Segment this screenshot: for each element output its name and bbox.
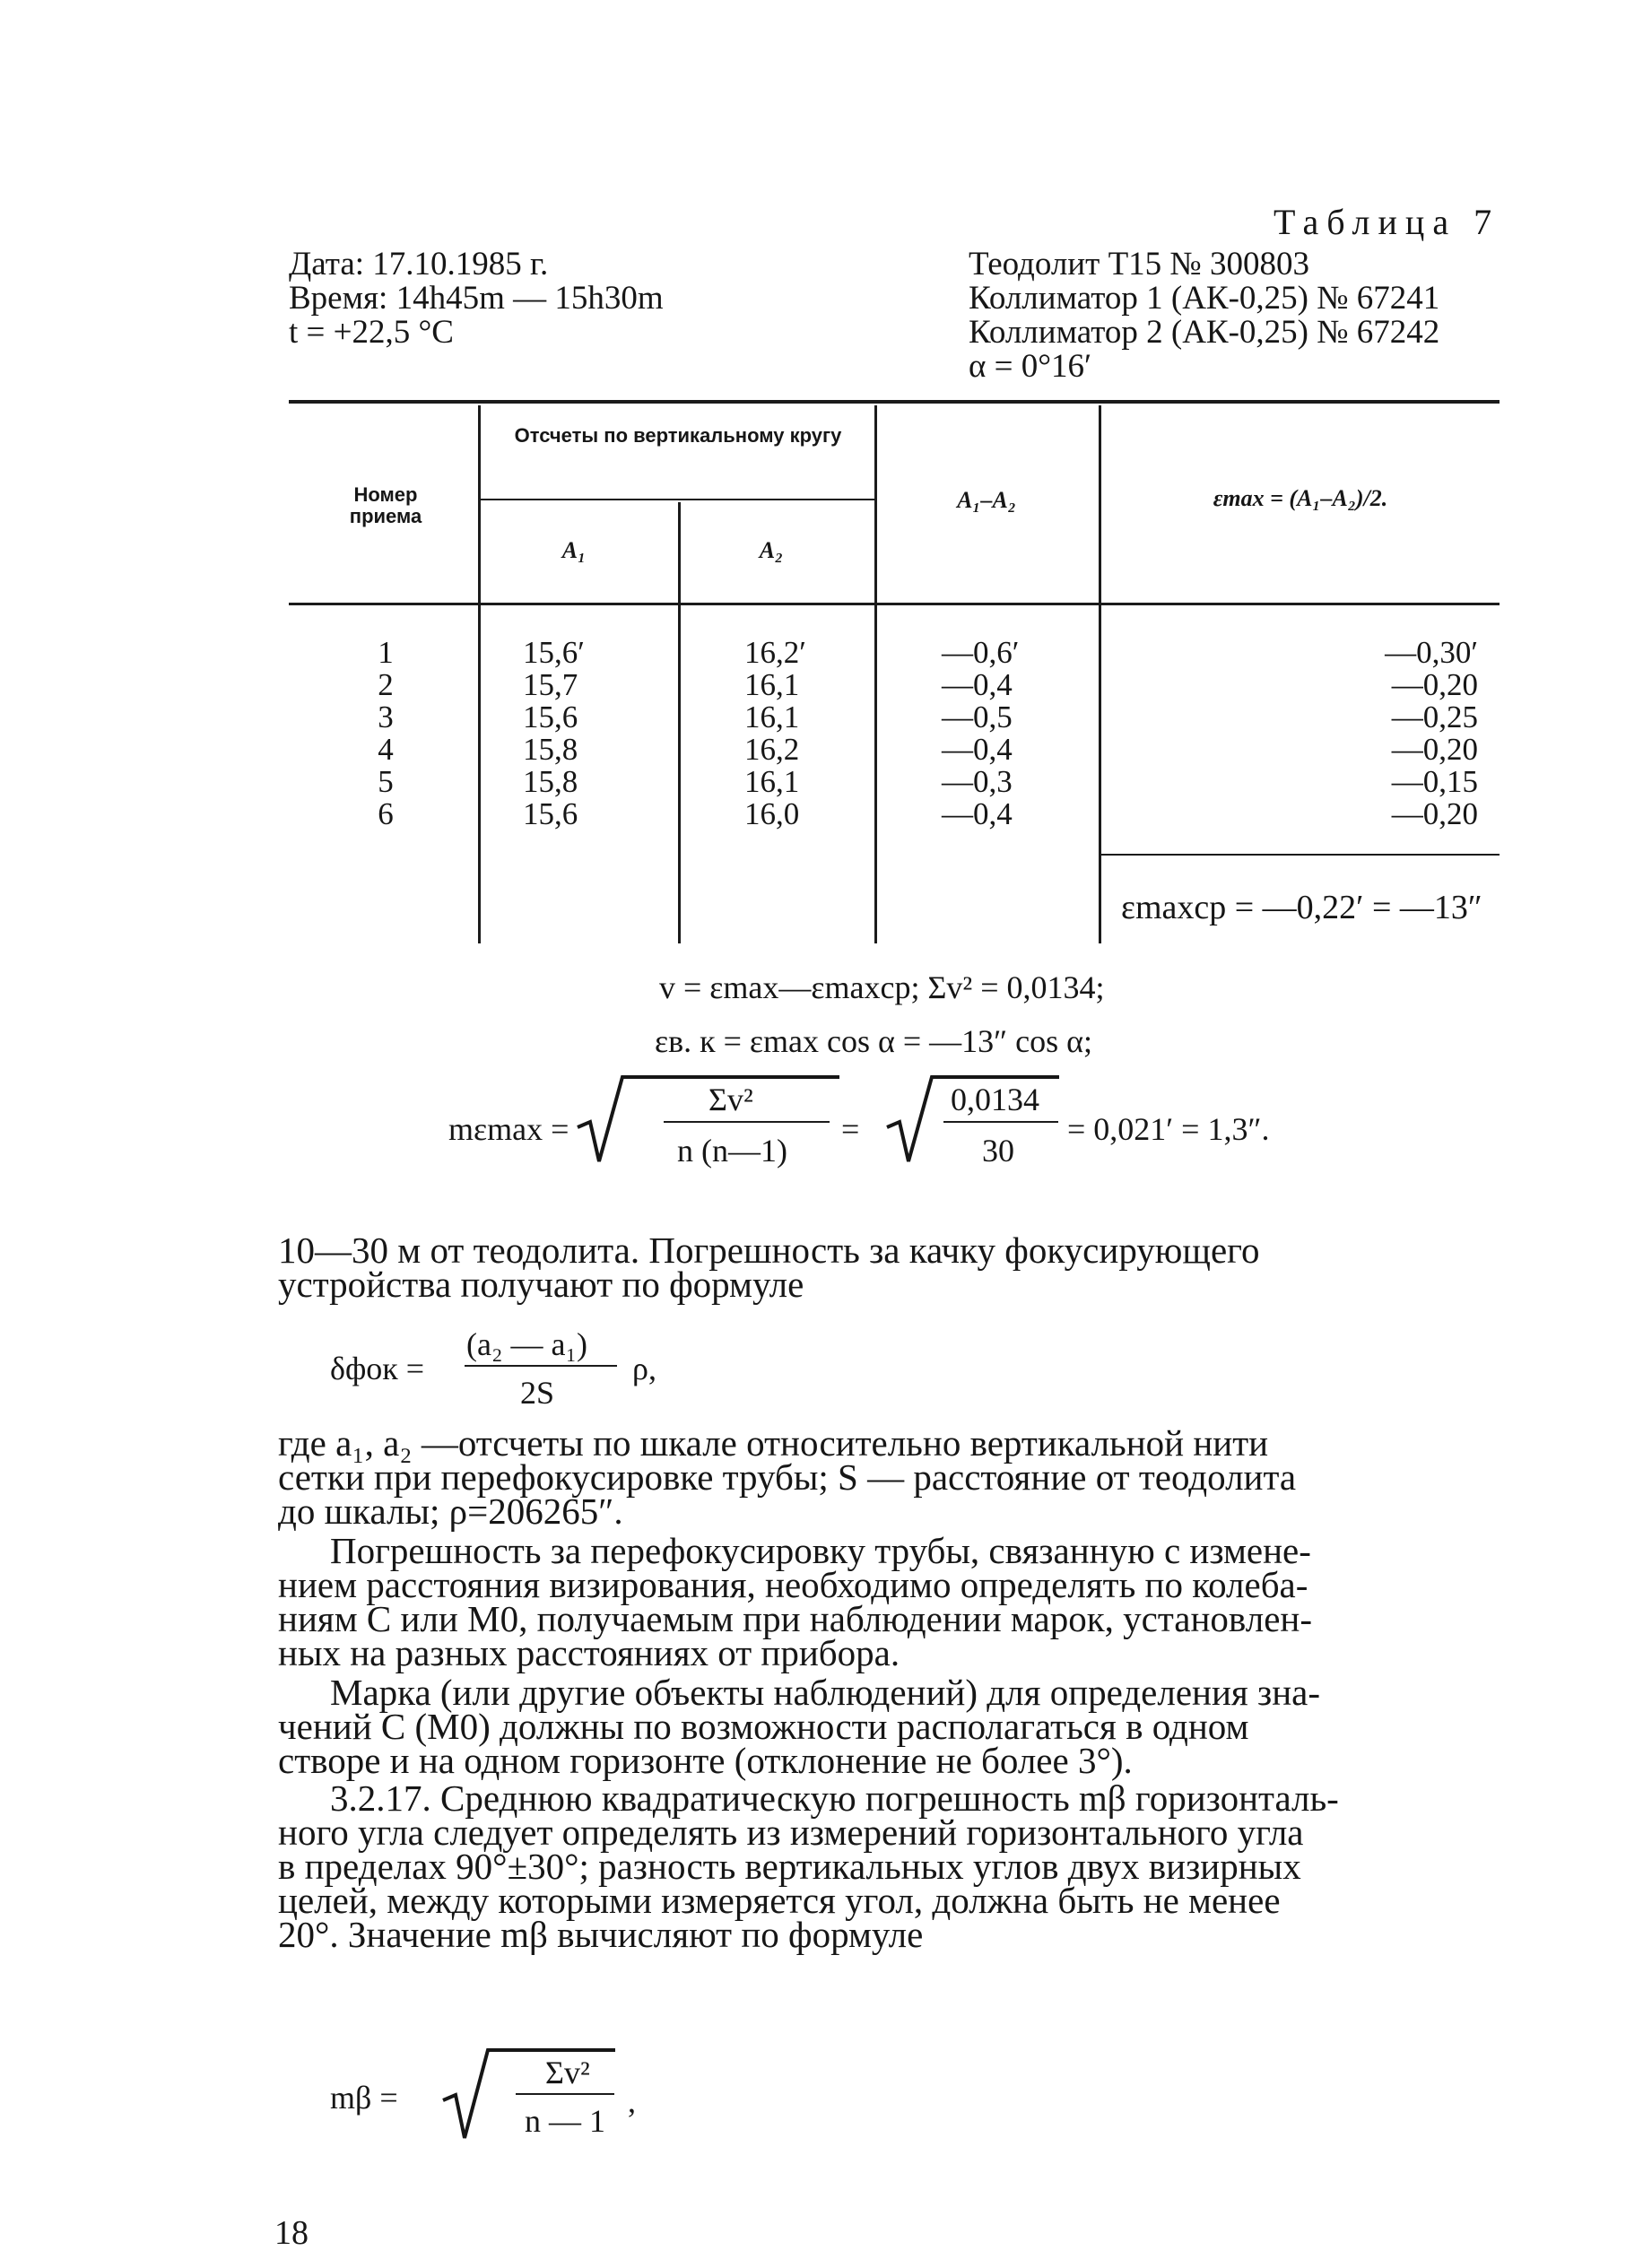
subheader-rule [481, 499, 875, 500]
column-diff [942, 637, 1019, 830]
text-line: целей, между которыми измеряется угол, должна быть не менее [278, 1880, 1281, 1921]
header-readings: Отсчеты по вертикальному кругу [514, 424, 842, 447]
table-cell: —0,5 [942, 700, 1013, 734]
col-divider-3 [874, 405, 877, 943]
text-line: 10—30 м от теодолита. Погрешность за качку фокусирующего [278, 1230, 1260, 1271]
m-beta-label: mβ = [330, 2080, 398, 2116]
time-line: Время: 14h45m — 15h30m [289, 280, 664, 317]
column-a2 [744, 637, 806, 830]
text-line: 3.2.17. Среднюю квадратическую погрешность mβ горизонталь- [330, 1777, 1339, 1819]
instrument-info [969, 248, 1439, 384]
table-top-rule [289, 400, 1500, 404]
table-cell: —0,4 [942, 732, 1013, 767]
table-cell: 5 [378, 764, 394, 799]
header-a1: A₁ [561, 537, 587, 563]
col-divider-4 [1099, 405, 1101, 943]
m-eps-result: = 0,021′ = 1,3″. [1067, 1111, 1270, 1147]
table-cell: —0,6′ [942, 635, 1020, 670]
column-eps [1272, 637, 1478, 830]
table-cell: 16,1 [744, 700, 800, 734]
text-line: Марка (или другие объекты наблюдений) для определения зна- [330, 1672, 1320, 1713]
header-a2: A₂ [759, 537, 784, 563]
text-line: чений C (M0) должны по возможности располагаться в одном [278, 1706, 1249, 1747]
measurement-info [289, 248, 664, 350]
delta-fraction-bar [465, 1365, 617, 1367]
table-cell: 15,6 [523, 796, 578, 831]
temperature-line: t = +22,5 °C [289, 314, 454, 351]
col-divider-1 [478, 405, 481, 943]
m-eps-numerator: Σv² [708, 1082, 753, 1117]
paragraph-4 [278, 1672, 1534, 1781]
table-cell: 6 [378, 796, 394, 831]
formula-v: v = εmax—εmaxср; Σv² = 0,0134; [659, 969, 1105, 1005]
table-cell: —0,20 [1391, 796, 1478, 831]
col-divider-2 [678, 502, 681, 943]
table-cell: 16,0 [744, 796, 800, 831]
paragraph-1 [278, 1230, 1534, 1305]
column-number [359, 637, 413, 830]
text-line: сетки при перефокусировке трубы; S — расстояние от теодолита [278, 1456, 1297, 1498]
table-cell: 16,1 [744, 764, 800, 799]
table-cell: 16,2′ [744, 635, 806, 670]
collimator2-line: Коллиматор 2 (АК-0,25) № 67242 [969, 314, 1440, 351]
m-beta-fraction-bar [516, 2093, 614, 2095]
m-beta-numerator: Σv² [545, 2055, 590, 2090]
text-line: где a₁, a₂ —отсчеты по шкале относительно вертикальной нити [278, 1422, 1269, 1464]
text-line: Погрешность за перефокусировку трубы, связанную с измене- [330, 1530, 1311, 1571]
table-cell: —0,3 [942, 764, 1013, 799]
text-line: устройства получают по формуле [278, 1264, 804, 1305]
text-line: нием расстояния визирования, необходимо определять по колеба- [278, 1564, 1308, 1605]
m-eps-fraction-bar [664, 1121, 830, 1123]
collimator1-line: Коллиматор 1 (АК-0,25) № 67241 [969, 280, 1440, 317]
table-cell: —0,4 [942, 667, 1013, 702]
date-line: Дата: 17.10.1985 г. [289, 246, 549, 282]
header-eps: εmax = (A₁–A₂)/2. [1213, 485, 1388, 511]
alpha-line: α = 0°16′ [969, 348, 1092, 385]
table-cell: 2 [378, 667, 394, 702]
delta-rho: ρ, [632, 1351, 656, 1386]
text-line: створе и на одном горизонте (отклонение не более 3°). [278, 1740, 1133, 1781]
table-cell: 15,6′ [523, 635, 585, 670]
paragraph-2 [278, 1422, 1534, 1532]
text-line: ного угла следует определять из измерений горизонтального угла [278, 1812, 1304, 1853]
table-cell: —0,25 [1391, 700, 1478, 734]
delta-denominator: 2S [520, 1375, 555, 1411]
m-beta-comma: , [628, 2083, 636, 2119]
m-eps-equals: = [841, 1111, 860, 1147]
m-beta-denominator: n — 1 [525, 2103, 605, 2139]
text-line: 20°. Значение mβ вычисляют по формуле [278, 1914, 924, 1955]
paragraph-5 [278, 1777, 1534, 1955]
table-cell: —0,30′ [1385, 635, 1478, 670]
delta-label: δфок = [330, 1351, 425, 1386]
header-bottom-rule [289, 603, 1500, 605]
column-a1 [523, 637, 585, 830]
table-cell: 15,8 [523, 764, 578, 799]
table-cell: 15,8 [523, 732, 578, 767]
theodolite-line: Теодолит Т15 № 300803 [969, 246, 1309, 282]
table-caption: Таблица 7 [1274, 202, 1500, 242]
table-cell: 16,2 [744, 732, 800, 767]
eps-mean-value: εmaxср = —0,22′ = —13″ [1121, 889, 1482, 926]
delta-numerator: (a₂ — a₁) [466, 1326, 588, 1362]
m-eps-denominator: n (n—1) [677, 1133, 787, 1169]
m-eps-denominator-2: 30 [982, 1133, 1014, 1169]
m-eps-label: mεmax = [448, 1111, 569, 1147]
table-cell: —0,20 [1391, 732, 1478, 767]
text-line: ных на разных расстояниях от прибора. [278, 1632, 900, 1673]
table-cell: 4 [378, 732, 394, 767]
page-number: 18 [274, 2214, 309, 2252]
table-cell: —0,15 [1391, 764, 1478, 799]
m-eps-numerator-2: 0,0134 [951, 1082, 1039, 1117]
formula-e-vk: εв. к = εmax cos α = —13″ cos α; [655, 1023, 1093, 1059]
header-diff: A₁–A₂ [957, 487, 1016, 513]
m-eps-fraction-bar-2 [943, 1121, 1058, 1123]
table-cell: 15,6 [523, 700, 578, 734]
paragraph-3 [278, 1530, 1534, 1673]
table-cell: 16,1 [744, 667, 800, 702]
header-number: Номер приема [349, 483, 422, 527]
table-cell: 3 [378, 700, 394, 734]
text-line: в пределах 90°±30°; разность вертикальных углов двух визирных [278, 1846, 1301, 1887]
mean-row-rule [1101, 854, 1500, 856]
table-cell: —0,20 [1391, 667, 1478, 702]
text-line: ниям C или M0, получаемым при наблюдении марок, установлен- [278, 1598, 1313, 1639]
table-cell: 15,7 [523, 667, 578, 702]
table-cell: —0,4 [942, 796, 1013, 831]
table-cell: 1 [378, 635, 394, 670]
text-line: до шкалы; ρ=206265″. [278, 1490, 623, 1532]
